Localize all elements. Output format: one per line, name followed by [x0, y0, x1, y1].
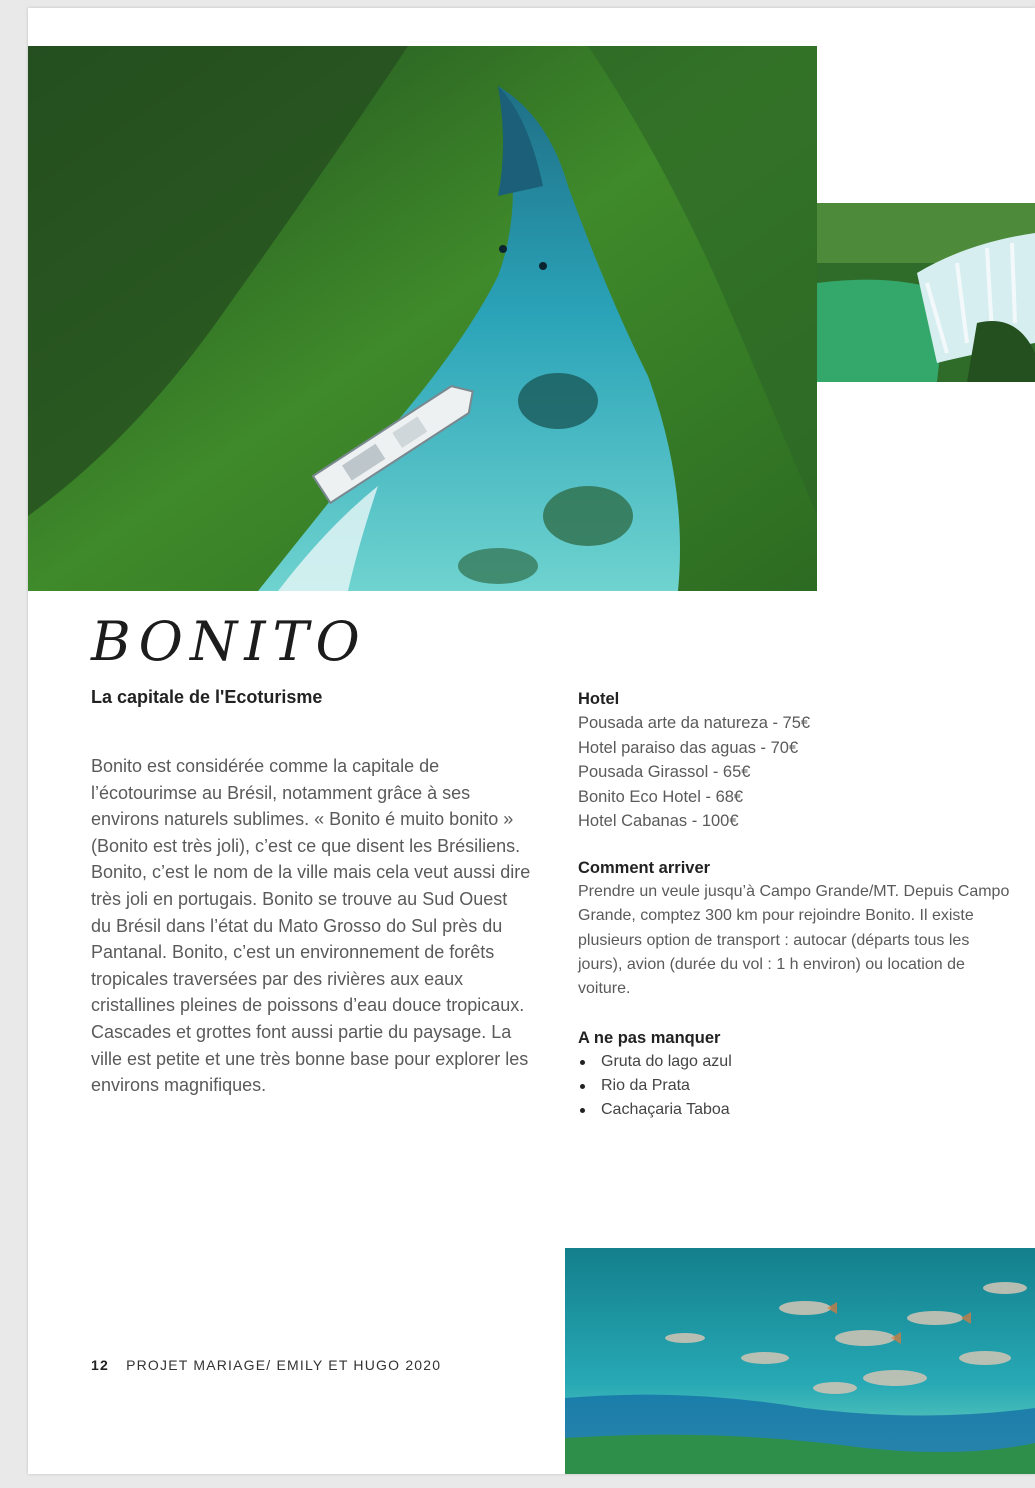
- page-title: BONITO: [91, 610, 367, 673]
- hotel-item: Pousada Girassol - 65€: [578, 763, 751, 781]
- highlights-section: [578, 1026, 1018, 1122]
- arrival-section: [578, 856, 1018, 1001]
- arrival-heading: Comment arriver: [578, 859, 711, 877]
- magazine-page: [28, 8, 1035, 1474]
- river-boat-aerial-photo: [28, 46, 817, 591]
- page-subtitle: La capitale de l'Ecoturisme: [91, 687, 323, 707]
- hotel-item: Hotel Cabanas - 100€: [578, 812, 739, 830]
- list-item: Rio da Prata: [578, 1074, 1018, 1098]
- page-number: 12: [91, 1357, 109, 1373]
- hotel-item: Pousada arte da natureza - 75€: [578, 714, 811, 732]
- highlights-list: [578, 1050, 1018, 1122]
- waterfall-photo: [817, 203, 1035, 382]
- arrival-text: Prendre un veule jusqu’à Campo Grande/MT. Depuis Campo Grande, comptez 300 km pour rejoindre Bonito. Il existe plusieurs option de transport : autocar (départs tous les jours), avion (durée du vol : 1 h environ) ou location de voiture.: [578, 883, 1010, 998]
- footer-text: PROJET MARIAGE/ EMILY ET HUGO 2020: [126, 1357, 442, 1373]
- hotel-item: Bonito Eco Hotel - 68€: [578, 787, 744, 806]
- highlights-heading: A ne pas manquer: [578, 1029, 721, 1047]
- hotel-heading: Hotel: [578, 690, 620, 708]
- list-item: Gruta do lago azul: [578, 1050, 1018, 1074]
- hotel-item: Hotel paraiso das aguas - 70€: [578, 738, 799, 757]
- underwater-fish-photo: [565, 1248, 1035, 1474]
- page-footer: [91, 1357, 441, 1373]
- hotel-section: [578, 687, 1018, 834]
- article-body: Bonito est considérée comme la capitale de l’écotourimse au Brésil, notamment grâce à ses environs naturels sublimes. « Bonito é muito bonito » (Bonito est très joli), c’est ce que disent les Brésiliens. Bonito, c’est le nom de la ville mais cela veut aussi dire très joli en portugais. Bonito se trouve au Sud Ouest du Brésil dans l’état du Mato Grosso do Sul près du Pantanal. Bonito, c’est un environnement de forêts tropicales traversées par des rivières aux eaux cristallines pleines de poissons d’eau douce tropicaux. Cascades et grottes font aussi partie du paysage. La ville est petite et une très bonne base pour explorer les environs magnifiques.: [91, 756, 531, 1096]
- list-item: Cachaçaria Taboa: [578, 1098, 1018, 1122]
